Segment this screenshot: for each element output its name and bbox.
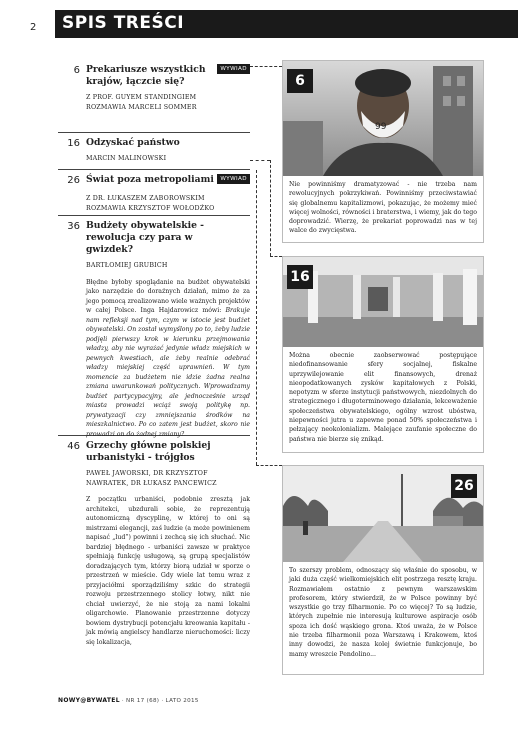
entry-meta-line: BARTŁOMIEJ GRUBICH [86, 262, 168, 269]
toc-column [58, 60, 250, 653]
entry-meta [86, 194, 250, 213]
entry-meta-line: Z PROF. GUYEM STANDINGIEM [86, 94, 197, 101]
title-bar [55, 10, 518, 38]
page-badge: 16 [287, 265, 313, 289]
entry-meta [86, 261, 250, 271]
entry-meta-line: MARCIN MALINOWSKI [86, 155, 167, 162]
issue-info: · NR 17 (68) · LATO 2015 [121, 698, 199, 704]
entry-title[interactable]: Budżety obywatelskie - rewolucja czy para w gwizdek? [86, 220, 204, 255]
svg-text:99: 99 [375, 122, 387, 132]
entry-title[interactable]: Prekariusze wszystkich krajów, łączcie się? [86, 64, 206, 87]
toc-entry-6[interactable] [58, 60, 250, 133]
connector-line [270, 256, 282, 257]
connector-line [256, 170, 257, 465]
page-number: 2 [30, 22, 37, 33]
entry-meta [86, 93, 250, 112]
entry-excerpt [86, 278, 250, 440]
entry-title[interactable]: Grzechy główne polskiej urbanistyki - trójgłos [86, 440, 211, 463]
footer [58, 697, 199, 704]
page-badge: 6 [287, 69, 313, 93]
toc-entry-26[interactable] [58, 170, 250, 216]
entry-title[interactable]: Świat poza metropoliami [86, 174, 214, 185]
protester-photo [283, 61, 483, 176]
page-badge: 26 [451, 474, 477, 498]
entry-page-number: 46 [67, 441, 80, 452]
connector-line [250, 160, 270, 161]
card-caption: Nie powinniśmy dramatyzować - nie trzeba nam rewolucyjnych pokrzykiwań. Powinniśmy przeciwstawiać się globalnemu kapitalizmowi, pokazując, że możemy mieć więcej wolności, równości i braterstwa, i wiemy, jak do tego doprowadzić. Wierzę, że prekariat poprowadzi nas w tej walce do zwycięstwa. [289, 181, 477, 235]
feature-card-26[interactable] [282, 465, 484, 675]
entry-page-number: 26 [67, 175, 80, 186]
entry-meta-line: ROZMAWIA KRZYSZTOF WOŁODŹKO [86, 204, 215, 212]
entry-meta-line: ROZMAWIA MARCELI SOMMER [86, 103, 197, 111]
card-caption: Można obecnie zaobserwować postępujące niedofinansowanie sfery socjalnej, fiskalne uprzywilejowanie elit finansowych, drenaż nieopodatkowanych zysków kapitałowych z Polski, nepotyzm w sferze instytucji państwowych, niezdolnych do strategicznego i długoterminowego działania, lekceważenie społeczeństwa obywatelskiego, ogólny wzrost ubóstwa, niepewności jutra u zapewne ponad 50% społeczeństwa i pełzający neokolonializm. Malejące zaufanie społeczne do państwa nie bierze się znikąd. [289, 352, 477, 443]
page-title: SPIS TREŚCI [62, 13, 185, 33]
entry-title[interactable]: Odzyskać państwo [86, 137, 180, 148]
interior-photo-image [283, 257, 483, 347]
feature-card-6[interactable] [282, 60, 484, 243]
connector-line [256, 465, 282, 466]
excerpt-text: Błędne byłoby spoglądanie na budżet obywatelski jako narzędzie do doraźnych działań, mimo że za jego pomocą zrealizowano wiele ważnych projektów w całej Polsce. Inga Hajdarowicz mówi: [86, 278, 250, 315]
feature-card-16[interactable] [282, 256, 484, 453]
street-photo [283, 466, 483, 562]
entry-meta [86, 469, 250, 488]
card-caption: To szerszy problem, odnoszący się właśnie do sposobu, w jaki duża część wielkomiejskich elit postrzega resztę kraju. Rozmawiałem ostatnio z pewnym warszawskim profesorem, który stwierdził, że w Polsce powinny być wszystkie go trzy filharmonie. Po co więcej? To są ludzie, których zupełnie nie interesują kulturowe aspiracje osób spoza ich dość wąskiego grona. Ktoś uważa, że w Polsce nie trzeba filharmonii poza Warszawą i Krakowem, ktoś inny dowodzi, że nasza kolej świetnie funkcjonuje, bo mamy wreszcie Pendolino... [289, 567, 477, 658]
entry-meta-line: PAWEŁ JAWORSKI, DR KRZYSZTOF [86, 470, 208, 477]
magazine-brand: NOWY@BYWATEL [58, 697, 120, 704]
interior-photo [283, 257, 483, 347]
interview-badge: WYWIAD [217, 64, 250, 74]
entry-page-number: 36 [67, 221, 80, 232]
entry-excerpt [86, 495, 250, 647]
entry-meta-line: NAWRATEK, DR ŁUKASZ PANCEWICZ [86, 479, 217, 487]
excerpt-text: Z początku urbaniści, podobnie zresztą jak architekci, ubzdurali sobie, że reprezentują autonomiczną dyscyplinę, w której to oni są mistrzami elegancji, zaś ludzie (a może powinienem napisać „lud”) powinni i zechcą się ich słuchać. Nic bardziej błędnego - urbaniści zawsze w praktyce spełniają funkcję usługową, są grupą specjalistów doradzających tym, którzy biorą udział w sporze o przestrzeń w mieście. Gdy wiele lat temu wraz z przyjaciółmi sporządziliśmy szkic do strategii rozwoju przestrzennego stolicy łotwy, nikt nie chciał uwierzyć, że nie stoją za nami lokalni oligarchowie. Planowanie przestrzenne dotyczy bowiem dystrybucji potencjału kreowania kapitału - jak mówią angielscy handlarze nieruchomości: liczy się lokalizacja, [86, 496, 250, 646]
entry-page-number: 16 [67, 138, 80, 149]
interview-badge: WYWIAD [217, 174, 250, 184]
connector-line [270, 160, 271, 256]
excerpt-quote: Brakuje nam refleksji nad tym, czym w istocie jest budżet obywatelski. On został wymyślony po to, żeby ludzie podjęli pierwszy krok w kierunku przejmowania władzy, aby nie wyrażać jedynie władz miejskich w pewnych kwestiach, ale żeby realnie odebrać władzy miejskiej część uprawnień. W tym momencie za budżetem nie idzie żadna realna zmiana uwarunkowań politycznych. Wprowadzamy budżet partycypacyjny, ale jednocześnie urząd miasta prowadzi wciąż swoją politykę np. prywatyzacji czy zmniejszania środków na mieszkalnictwo. Po co zatem jest budżet, skoro nie prowadzi on do żadnej zmiany? [86, 307, 250, 438]
protester-photo-image [283, 61, 483, 176]
entry-meta-line: Z DR. ŁUKASZEM ZABOROWSKIM [86, 195, 205, 202]
toc-entry-16[interactable] [58, 133, 250, 170]
toc-entry-46[interactable] [58, 436, 250, 653]
entry-page-number: 6 [73, 65, 80, 76]
entry-meta [86, 154, 250, 164]
connector-line [250, 66, 282, 67]
toc-entry-36[interactable] [58, 216, 250, 436]
